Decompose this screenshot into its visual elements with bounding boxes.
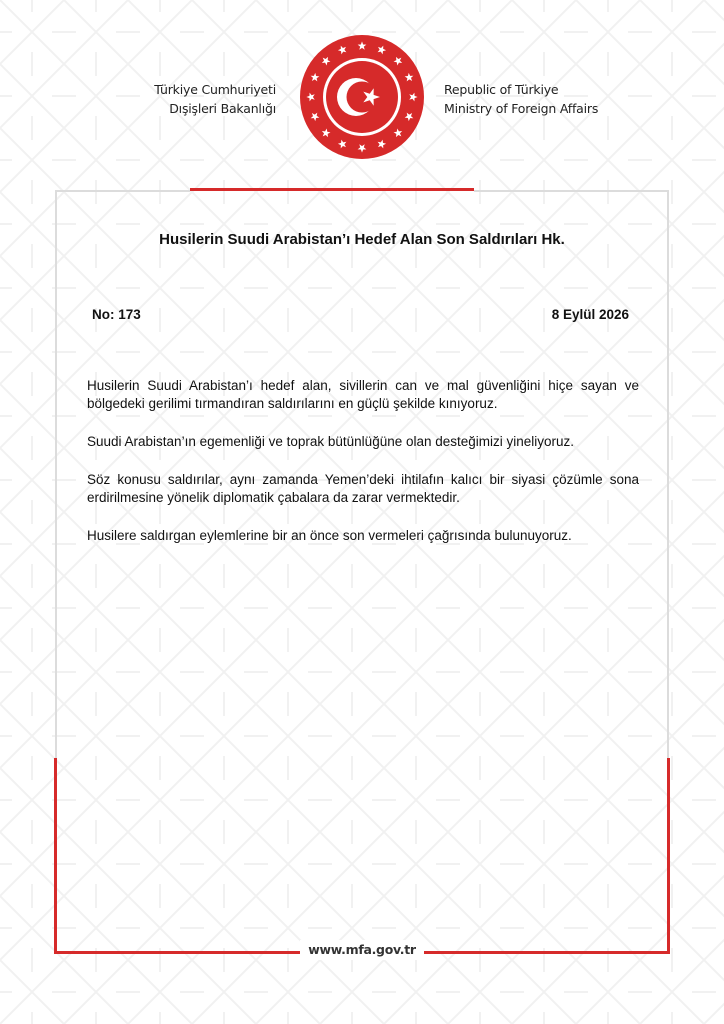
org-name-english xyxy=(444,80,684,118)
org-name-english-line1: Republic of Türkiye xyxy=(444,82,559,97)
document-date: 8 Eylül 2026 xyxy=(551,307,629,322)
body-paragraph: Husilere saldırgan eylemlerine bir an önce son vermeleri çağrısında bulunuyoruz. xyxy=(87,528,572,543)
frame-top-accent xyxy=(190,188,474,191)
body-paragraph: Söz konusu saldırılar, aynı zamanda Yemen’deki ihtilafın kalıcı bir siyasi çözümle sona erdirilmesine yönelik diplomatik çabalara da zarar vermektedir. xyxy=(87,472,639,505)
document-number: No: 173 xyxy=(92,307,141,322)
frame-right-accent xyxy=(667,758,670,954)
document-title: Husilerin Suudi Arabistan’ı Hedef Alan Son Saldırıları Hk. xyxy=(159,231,565,248)
frame-right-line xyxy=(667,190,669,760)
document-body xyxy=(87,377,639,565)
org-name-english-line2: Ministry of Foreign Affairs xyxy=(444,101,599,116)
org-name-turkish-line1: Türkiye Cumhuriyeti xyxy=(154,82,276,97)
org-name-turkish-line2: Dışişleri Bakanlığı xyxy=(169,101,276,116)
frame-top-left-line xyxy=(55,190,190,192)
body-paragraph: Husilerin Suudi Arabistan’ı hedef alan, sivillerin can ve mal güvenliğini hiçe sayan ve bölgedeki gerilimi tırmandıran saldırılarını en güçlü şekilde kınıyoruz. xyxy=(87,378,639,411)
org-name-turkish xyxy=(56,80,276,118)
frame-left-accent xyxy=(54,758,57,954)
crescent-star-emblem-icon xyxy=(298,33,426,161)
footer-website-link[interactable]: www.mfa.gov.tr xyxy=(300,940,424,960)
frame-left-line xyxy=(55,190,57,760)
body-paragraph: Suudi Arabistan’ın egemenliği ve toprak bütünlüğüne olan desteğimizi yineliyoruz. xyxy=(87,434,575,449)
frame-top-right-line xyxy=(474,190,669,192)
